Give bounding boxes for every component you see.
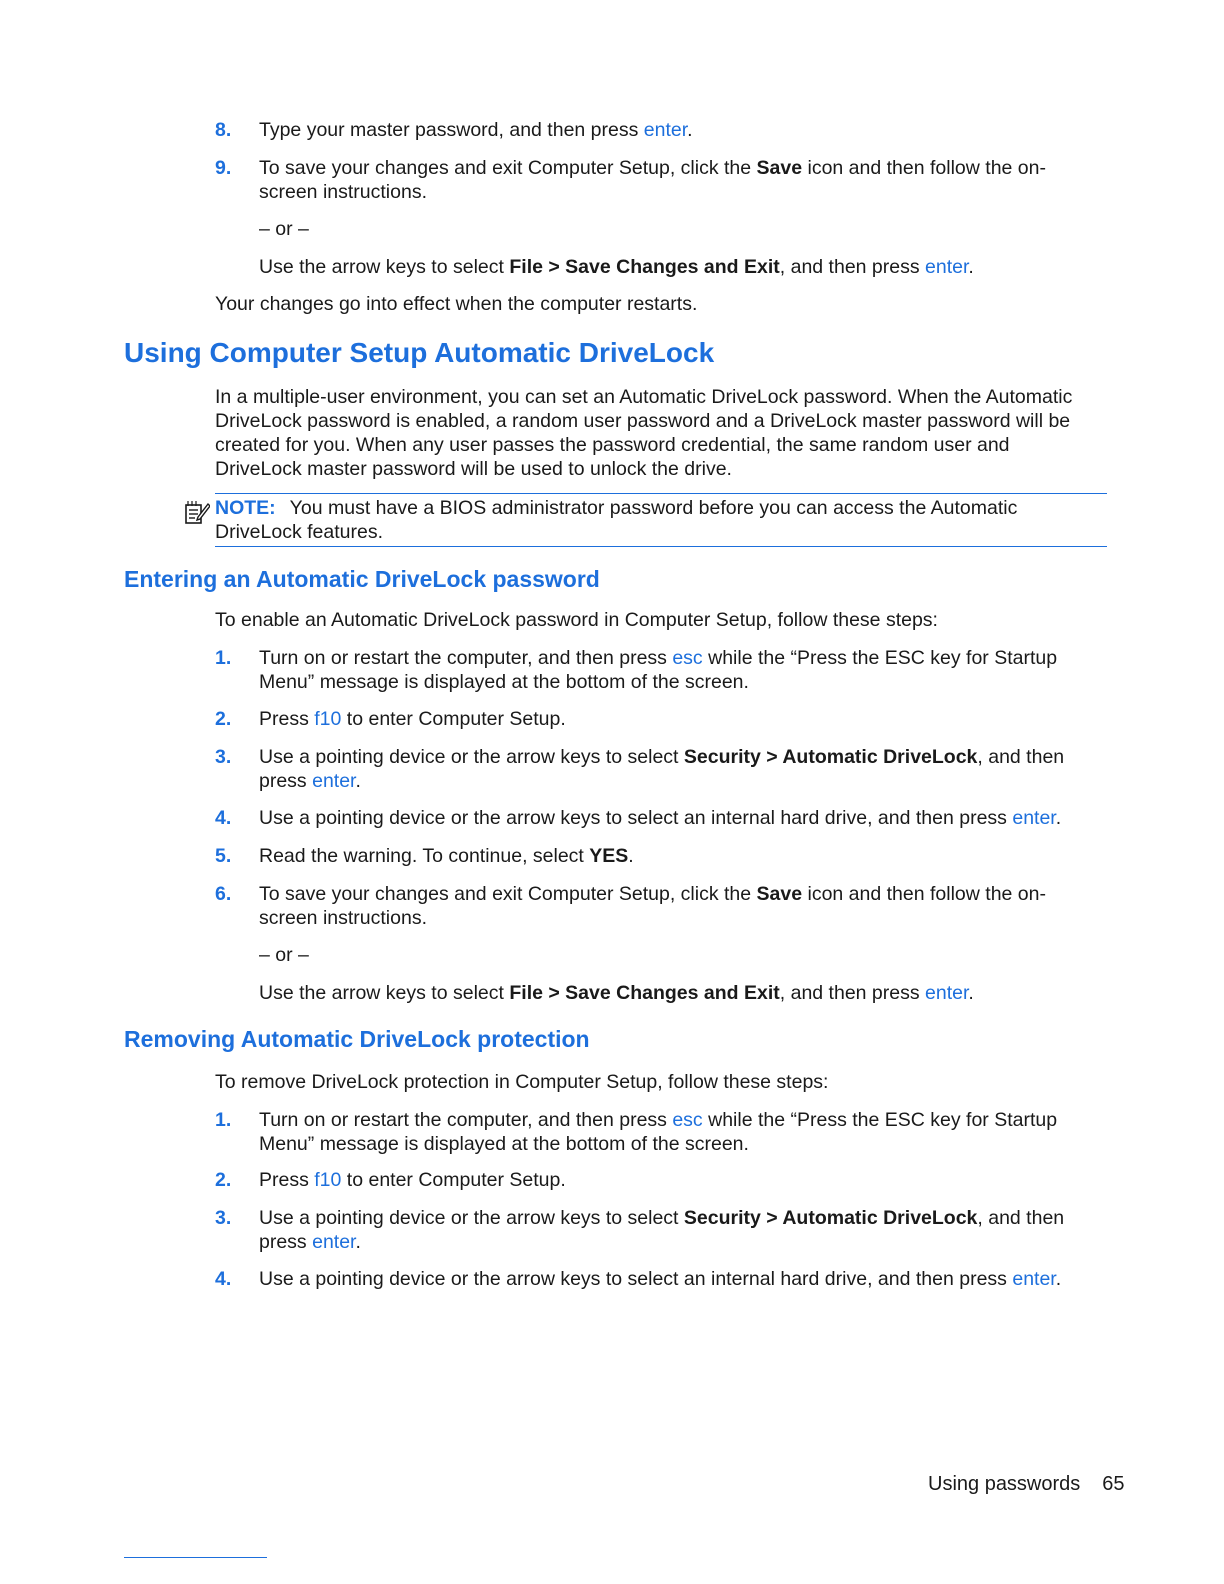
- note-icon: [184, 499, 210, 525]
- step-number: 9.: [215, 157, 232, 179]
- list-item: 4. Use a pointing device or the arrow keys to select an internal hard drive, and then press enter.: [215, 807, 1062, 829]
- key-name: esc: [672, 647, 703, 669]
- list-item: 2. Press f10 to enter Computer Setup.: [215, 708, 566, 730]
- step-number: 2.: [215, 1169, 232, 1191]
- step-number: 8.: [215, 119, 232, 141]
- section-intro: In a multiple-user environment, you can set an Automatic DriveLock password. When the Automatic DriveLock password is enabled, a random user password and a DriveLock master password will be created for you. When any user passes the password credential, the same random user and DriveLock master password will be used to unlock the drive.: [215, 386, 1073, 480]
- note-text: You must have a BIOS administrator password before you can access the Automatic DriveLock features.: [215, 497, 1018, 543]
- key-name: enter: [643, 119, 688, 141]
- key-name: enter: [1012, 1268, 1056, 1290]
- key-name: enter: [312, 770, 356, 792]
- list-item: 6. To save your changes and exit Computer Setup, click the Save icon and then follow the on-screen instructions.: [215, 883, 1046, 929]
- list-item: 1. Turn on or restart the computer, and then press esc while the “Press the ESC key for Startup Menu” message is displayed at the bottom of the screen.: [215, 1109, 1058, 1155]
- section-title: Using Computer Setup Automatic DriveLock: [124, 337, 715, 368]
- alternate-instruction: Use the arrow keys to select File > Save Changes and Exit, and then press enter.: [259, 256, 974, 278]
- list-item: 5. Read the warning. To continue, select YES.: [215, 845, 634, 867]
- step-number: 4.: [215, 1268, 232, 1290]
- key-name: enter: [925, 982, 969, 1004]
- step-number: 3.: [215, 746, 232, 768]
- step-number: 6.: [215, 883, 232, 905]
- step-number: 4.: [215, 807, 232, 829]
- or-separator: – or –: [259, 218, 309, 240]
- subsection-title-removing: Removing Automatic DriveLock protection: [124, 1026, 590, 1052]
- subsection-title-entering: Entering an Automatic DriveLock password: [124, 566, 600, 592]
- key-name: f10: [314, 708, 342, 730]
- footer-section: Using passwords: [928, 1473, 1081, 1495]
- entering-intro: To enable an Automatic DriveLock password in Computer Setup, follow these steps:: [215, 609, 938, 631]
- list-item: 8. Type your master password, and then press enter.: [215, 119, 693, 141]
- key-name: enter: [1012, 807, 1056, 829]
- step-number: 2.: [215, 708, 232, 730]
- list-item: 9. To save your changes and exit Computer Setup, click the Save icon and then follow the on-screen instructions.: [215, 157, 1046, 203]
- removing-intro: To remove DriveLock protection in Computer Setup, follow these steps:: [215, 1071, 829, 1093]
- key-name: enter: [312, 1231, 356, 1253]
- alternate-instruction: Use the arrow keys to select File > Save Changes and Exit, and then press enter.: [259, 982, 974, 1004]
- note-box: [215, 493, 1107, 547]
- step-number: 1.: [215, 647, 232, 669]
- note-label: NOTE:: [215, 497, 276, 519]
- page-footer: [928, 1472, 1125, 1496]
- page-number: 65: [1102, 1473, 1125, 1495]
- step-number: 3.: [215, 1207, 232, 1229]
- list-item: 3. Use a pointing device or the arrow keys to select Security > Automatic DriveLock, and then press enter.: [215, 746, 1065, 792]
- or-separator: – or –: [259, 944, 309, 966]
- step-number: 1.: [215, 1109, 232, 1131]
- step-number: 5.: [215, 845, 232, 867]
- list-item: 3. Use a pointing device or the arrow keys to select Security > Automatic DriveLock, and then press enter.: [215, 1207, 1065, 1253]
- effect-text: Your changes go into effect when the computer restarts.: [215, 293, 698, 315]
- list-item: 2. Press f10 to enter Computer Setup.: [215, 1169, 566, 1191]
- list-item: 1. Turn on or restart the computer, and then press esc while the “Press the ESC key for Startup Menu” message is displayed at the bottom of the screen.: [215, 647, 1058, 693]
- key-name: enter: [925, 256, 969, 278]
- footer-divider: [124, 1557, 267, 1558]
- key-name: esc: [672, 1109, 703, 1131]
- key-name: f10: [314, 1169, 342, 1191]
- list-item: 4. Use a pointing device or the arrow keys to select an internal hard drive, and then press enter.: [215, 1268, 1062, 1290]
